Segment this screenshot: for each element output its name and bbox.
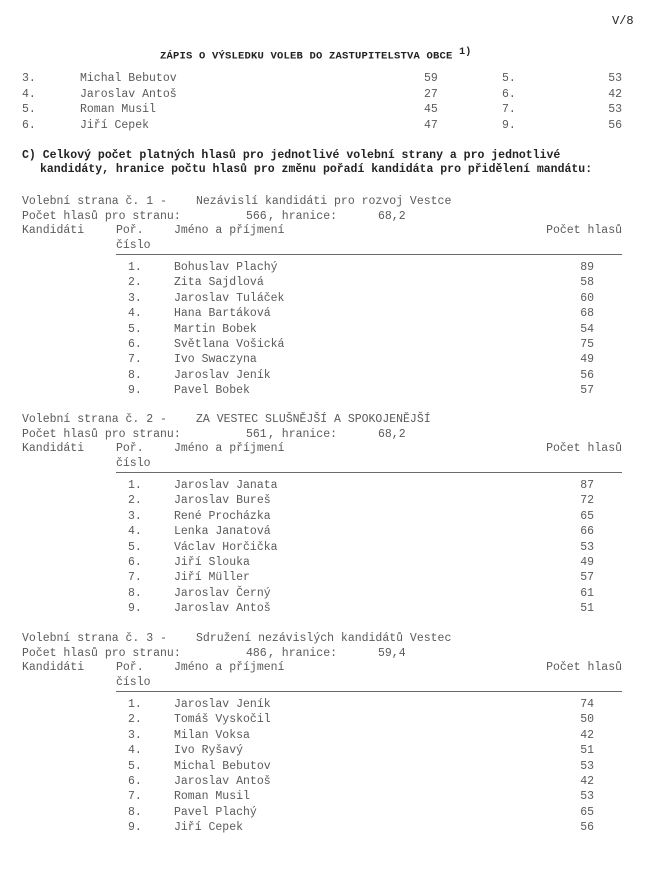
candidate-order: 2. (128, 713, 142, 727)
candidate-votes: 72 (580, 494, 594, 508)
candidate-list (22, 479, 622, 618)
candidate-votes: 75 (580, 337, 594, 351)
table-row (22, 790, 622, 805)
table-row (22, 307, 622, 322)
candidate-name: Lenka Janatová (174, 525, 271, 539)
party-name: ZA VESTEC SLUŠNĚJŠÍ A SPOKOJENĚJŠÍ (196, 413, 431, 426)
candidate-name: Jiří Slouka (174, 555, 250, 569)
header-por: Poř. (116, 224, 144, 237)
table-row (22, 698, 622, 713)
party-limit-label: , hranice: (268, 646, 338, 660)
candidate-table-header (22, 442, 622, 472)
party-limit-label: , hranice: (268, 427, 338, 441)
candidate-name: Jaroslav Antoš (174, 774, 271, 788)
party-block-2 (22, 413, 622, 618)
party-votes-line (22, 210, 622, 225)
header-pocet: Počet hlasů (546, 661, 622, 674)
candidate-order: 3. (128, 291, 142, 305)
candidate-votes: 57 (580, 571, 594, 585)
candidate-order: 1. (128, 479, 142, 492)
header-kandidati: Kandidáti (22, 224, 85, 237)
header-por: Poř. (116, 661, 144, 674)
candidate-name: Jaroslav Antoš (174, 602, 271, 616)
row-index: 5. (22, 103, 36, 116)
candidate-name: Jiří Müller (174, 571, 250, 585)
candidate-name: Jiří Cepek (174, 821, 244, 835)
candidate-name: Zita Sajdlová (174, 276, 264, 290)
header-jmeno: Jméno a příjmení (174, 224, 285, 237)
candidate-name: Bohuslav Plachý (174, 261, 278, 274)
page-number: V/8 (612, 14, 634, 28)
table-row (22, 353, 622, 368)
row-value-3: 53 (608, 103, 622, 116)
table-row (22, 571, 622, 586)
table-row (22, 556, 622, 571)
candidate-table-header (22, 661, 622, 691)
candidate-name: Jaroslav Jeník (174, 368, 271, 382)
party-label: Volební strana č. 1 - (22, 195, 167, 208)
table-row (22, 276, 622, 291)
header-pocet: Počet hlasů (546, 224, 622, 237)
header-kandidati: Kandidáti (22, 661, 85, 674)
candidate-votes: 61 (580, 586, 594, 600)
row-value-2: 9. (502, 118, 516, 132)
table-row (22, 729, 622, 744)
party-label: Volební strana č. 2 - (22, 413, 167, 426)
candidate-votes: 87 (580, 479, 594, 492)
candidate-votes: 49 (580, 555, 594, 569)
party-votes-line (22, 428, 622, 443)
candidate-name: Tomáš Vyskočil (174, 713, 271, 727)
candidate-order: 5. (128, 322, 142, 336)
row-name: Jiří Cepek (80, 118, 150, 132)
table-row (22, 602, 622, 617)
document-title (160, 47, 471, 63)
header-jmeno: Jméno a příjmení (174, 442, 285, 455)
row-name: Roman Musil (80, 103, 156, 116)
row-index: 3. (22, 72, 36, 85)
table-row (22, 338, 622, 353)
candidate-order: 5. (128, 540, 142, 554)
party-votes-line (22, 647, 622, 662)
table-row (22, 384, 622, 399)
document-title-text: ZÁPIS O VÝSLEDKU VOLEB DO ZASTUPITELSTVA OBCE (160, 50, 453, 63)
candidate-name: Václav Horčička (174, 540, 278, 554)
candidate-votes: 68 (580, 307, 594, 321)
table-row (22, 510, 622, 525)
candidate-name: Ivo Ryšavý (174, 744, 244, 758)
candidate-order: 2. (128, 276, 142, 290)
party-limit: 68,2 (378, 427, 406, 441)
table-row (22, 119, 622, 135)
candidate-votes: 49 (580, 353, 594, 367)
section-c-line-2: kandidáty, hranice počtu hlasů pro změnu pořadí kandidáta pro přidělení mandátu: (40, 163, 593, 176)
table-row (22, 494, 622, 509)
candidate-order: 2. (128, 494, 142, 508)
party-block-1 (22, 195, 622, 400)
candidate-name: Jaroslav Janata (174, 479, 278, 492)
candidate-votes: 66 (580, 525, 594, 539)
party-name: Nezávislí kandidáti pro rozvoj Vestce (196, 195, 452, 208)
party-title (22, 195, 622, 210)
candidate-name: Jaroslav Černý (174, 586, 271, 600)
candidate-name: Martin Bobek (174, 322, 257, 336)
candidate-votes: 57 (580, 384, 594, 398)
party-title (22, 413, 622, 428)
candidate-order: 9. (128, 384, 142, 398)
row-index: 6. (22, 118, 36, 132)
candidate-order: 1. (128, 261, 142, 274)
candidate-votes: 53 (580, 540, 594, 554)
candidate-list (22, 698, 622, 837)
row-value-1: 27 (424, 87, 438, 101)
row-value-3: 56 (608, 118, 622, 132)
party-label: Volební strana č. 3 - (22, 632, 167, 645)
candidate-name: Jaroslav Jeník (174, 698, 271, 711)
row-value-2: 6. (502, 87, 516, 101)
candidate-order: 8. (128, 368, 142, 382)
candidate-votes: 56 (580, 368, 594, 382)
party-votes: 561 (246, 427, 267, 441)
candidate-order: 3. (128, 509, 142, 523)
candidate-name: Hana Bartáková (174, 307, 271, 321)
table-row (22, 261, 622, 276)
row-value-2: 7. (502, 103, 516, 116)
candidate-order: 6. (128, 337, 142, 351)
candidate-name: Milan Voksa (174, 728, 250, 742)
candidate-name: Pavel Plachý (174, 805, 257, 819)
candidate-votes: 51 (580, 744, 594, 758)
candidate-votes: 89 (580, 261, 594, 274)
table-row (22, 103, 622, 119)
party-votes: 486 (246, 646, 267, 660)
table-row (22, 292, 622, 307)
header-divider (116, 691, 622, 692)
row-value-2: 5. (502, 72, 516, 85)
candidate-votes: 42 (580, 774, 594, 788)
table-row (22, 821, 622, 836)
party-title (22, 632, 622, 647)
candidate-order: 6. (128, 555, 142, 569)
candidate-name: René Procházka (174, 509, 271, 523)
candidate-votes: 53 (580, 790, 594, 804)
candidate-order: 7. (128, 790, 142, 804)
candidate-order: 7. (128, 571, 142, 585)
header-divider (116, 254, 622, 255)
header-jmeno: Jméno a příjmení (174, 661, 285, 674)
table-row (22, 744, 622, 759)
table-row (22, 323, 622, 338)
candidate-votes: 65 (580, 805, 594, 819)
previous-results-table (22, 72, 622, 134)
candidate-votes: 50 (580, 713, 594, 727)
candidate-order: 9. (128, 821, 142, 835)
header-cislo: číslo (116, 239, 151, 252)
candidate-order: 4. (128, 525, 142, 539)
candidate-name: Roman Musil (174, 790, 250, 804)
candidate-order: 3. (128, 728, 142, 742)
party-block-3 (22, 632, 622, 837)
candidate-name: Pavel Bobek (174, 384, 250, 398)
party-votes-label: Počet hlasů pro stranu: (22, 427, 181, 441)
party-votes-label: Počet hlasů pro stranu: (22, 209, 181, 223)
table-row (22, 369, 622, 384)
candidate-table-header (22, 224, 622, 254)
party-votes-label: Počet hlasů pro stranu: (22, 646, 181, 660)
row-index: 4. (22, 87, 36, 101)
table-row (22, 806, 622, 821)
table-row (22, 760, 622, 775)
party-limit: 59,4 (378, 646, 406, 660)
table-row (22, 541, 622, 556)
candidate-votes: 58 (580, 276, 594, 290)
header-pocet: Počet hlasů (546, 442, 622, 455)
candidate-votes: 51 (580, 602, 594, 616)
header-kandidati: Kandidáti (22, 442, 85, 455)
header-divider (116, 472, 622, 473)
candidate-name: Ivo Swaczyna (174, 353, 257, 367)
party-name: Sdružení nezávislých kandidátů Vestec (196, 632, 452, 645)
candidate-votes: 56 (580, 821, 594, 835)
candidate-order: 4. (128, 744, 142, 758)
section-c-line-1: C) Celkový počet platných hlasů pro jednotlivé volební strany a pro jednotlivé (22, 149, 561, 162)
candidate-order: 6. (128, 774, 142, 788)
row-value-1: 45 (424, 103, 438, 116)
candidate-votes: 74 (580, 698, 594, 711)
table-row (22, 525, 622, 540)
candidate-votes: 53 (580, 759, 594, 773)
party-votes: 566 (246, 209, 267, 223)
candidate-votes: 60 (580, 291, 594, 305)
candidate-name: Světlana Vošická (174, 337, 285, 351)
table-row (22, 88, 622, 104)
table-row (22, 479, 622, 494)
title-footnote: 1) (459, 47, 472, 58)
row-value-3: 42 (608, 87, 622, 101)
candidate-votes: 42 (580, 728, 594, 742)
header-cislo: číslo (116, 676, 151, 689)
row-name: Michal Bebutov (80, 72, 177, 85)
row-value-1: 59 (424, 72, 438, 85)
candidate-order: 8. (128, 805, 142, 819)
party-limit: 68,2 (378, 209, 406, 223)
row-name: Jaroslav Antoš (80, 87, 177, 101)
candidate-votes: 65 (580, 509, 594, 523)
candidate-name: Jaroslav Tuláček (174, 291, 285, 305)
header-cislo: číslo (116, 457, 151, 470)
row-value-1: 47 (424, 118, 438, 132)
candidate-order: 8. (128, 586, 142, 600)
table-row (22, 587, 622, 602)
candidate-order: 5. (128, 759, 142, 773)
header-por: Poř. (116, 442, 144, 455)
candidate-order: 1. (128, 698, 142, 711)
candidate-name: Michal Bebutov (174, 759, 271, 773)
candidate-votes: 54 (580, 322, 594, 336)
table-row (22, 72, 622, 88)
table-row (22, 713, 622, 728)
row-value-3: 53 (608, 72, 622, 85)
candidate-list (22, 261, 622, 400)
section-c-heading (22, 149, 662, 177)
table-row (22, 775, 622, 790)
candidate-name: Jaroslav Bureš (174, 494, 271, 508)
candidate-order: 7. (128, 353, 142, 367)
candidate-order: 9. (128, 602, 142, 616)
candidate-order: 4. (128, 307, 142, 321)
party-limit-label: , hranice: (268, 209, 338, 223)
